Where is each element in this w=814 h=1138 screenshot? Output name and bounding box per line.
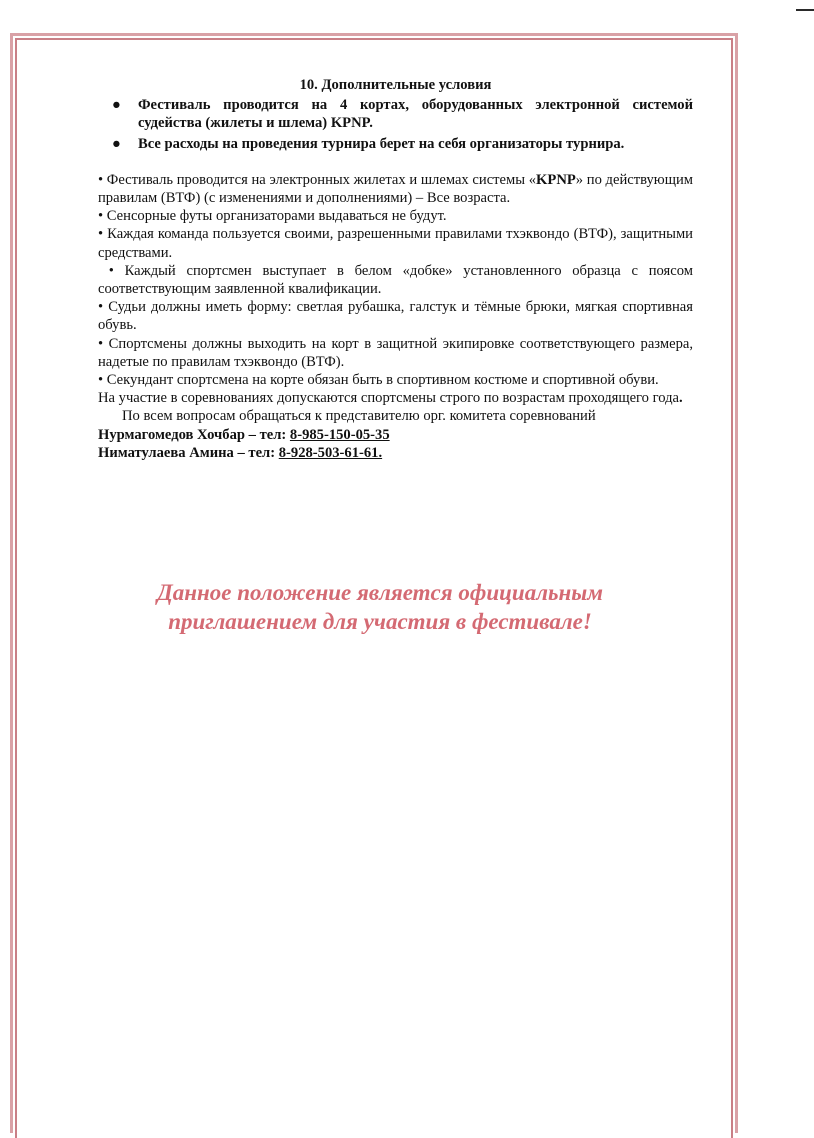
bullet-text: Все расходы на проведения турнира берет на себя организаторы турнира. — [138, 135, 625, 152]
invitation-line: приглашением для участия в фестивале! — [168, 609, 592, 634]
paragraph-dobok: • Каждый спортсмен выступает в белом «добке» установленного образца с поясом соответствующим заявленной квалификации. — [98, 262, 697, 298]
bullet-dot-icon: ● — [112, 135, 121, 152]
bold-bullet-item — [98, 96, 693, 132]
conditions-paragraphs — [98, 171, 697, 462]
paragraph-sensor-feet: • Сенсорные футы организаторами выдаваться не будут. — [98, 208, 447, 225]
scan-edge-mark — [796, 9, 814, 11]
contact-line — [98, 444, 693, 462]
paragraph-period: . — [679, 390, 683, 407]
paragraph-second-attire: • Секундант спортсмена на корте обязан быть в спортивном костюме и спортивной обуви. — [98, 372, 659, 389]
invitation-line: Данное положение является официальным — [157, 580, 603, 605]
paragraph-team-equipment: • Каждая команда пользуется своими, разрешенными правилами тхэквондо (ВТФ), защитными средствами. — [98, 226, 693, 261]
paragraph-text: • Фестиваль проводится на электронных жилетах и шлемах системы « — [98, 171, 537, 188]
paragraph-protective-gear: • Спортсмены должны выходить на корт в защитной экипировке соответствующего размера, надетые по правилам тхэквондо (ВТФ). — [98, 335, 693, 370]
section-title: 10. Дополнительные условия — [299, 77, 492, 93]
paragraph-text: На участие в соревнованиях допускаются спортсмены строго по возрастам проходящего года — [98, 390, 680, 407]
paragraph-referee-uniform: • Судьи должны иметь форму: светлая рубашка, галстук и тёмные брюки, мягкая спортивная обувь. — [98, 299, 693, 334]
contact-name: Ниматулаева Амина – тел: — [98, 444, 279, 461]
system-name: KPNP — [536, 171, 576, 188]
bold-bullet-list — [98, 96, 693, 153]
contact-line — [98, 426, 693, 444]
contact-phone: 8-928-503-61-61. — [278, 444, 383, 461]
paragraph-text: » по действующим правилам (ВТФ) (с изменениями и дополнениями) – Все возраста. — [98, 171, 693, 207]
bold-bullet-item — [98, 135, 693, 153]
bullet-text: Фестиваль проводится на 4 кортах, оборудованных электронной системой судейства (жилеты и шлема) KPNP. — [138, 97, 693, 132]
document-body — [98, 76, 697, 462]
official-invitation-note — [120, 578, 640, 636]
paragraph-contact-intro: По всем вопросам обращаться к представителю орг. комитета соревнований — [122, 408, 596, 425]
bullet-dot-icon: ● — [112, 97, 121, 114]
contact-name: Нурмагомедов Хочбар – тел: — [98, 426, 290, 443]
paragraph-age-rule — [98, 389, 693, 407]
paragraph-kpnp — [98, 171, 693, 207]
contact-phone: 8-985-150-05-35 — [289, 426, 390, 443]
